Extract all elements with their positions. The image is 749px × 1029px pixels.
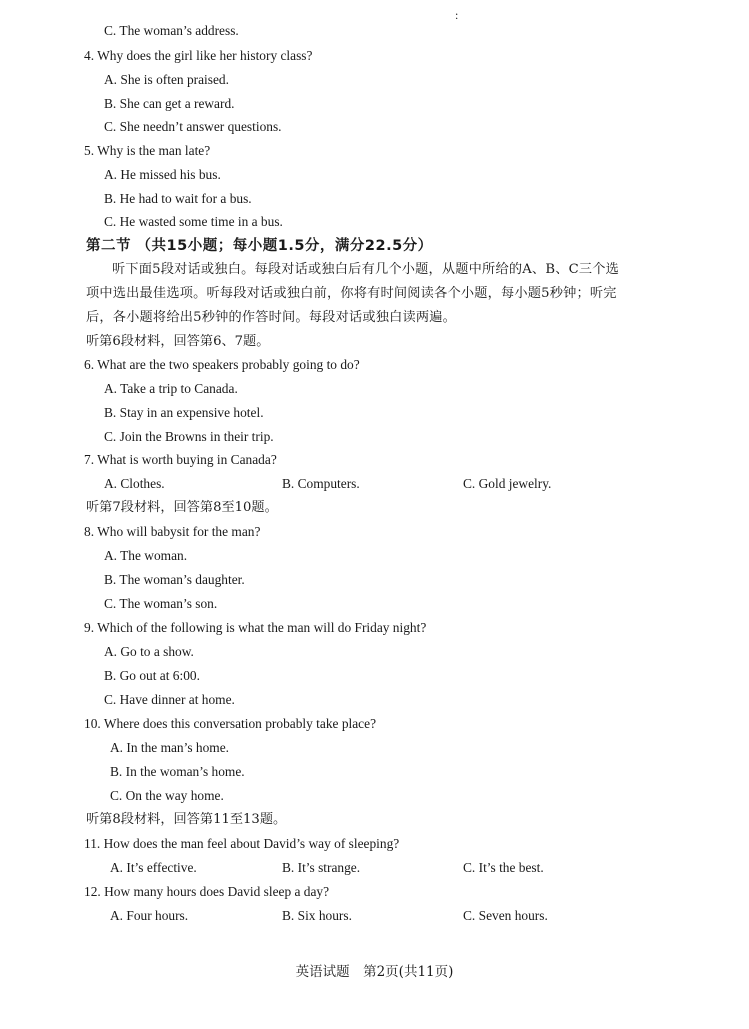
- q11-option-b: B. It’s strange.: [282, 860, 361, 875]
- q5-option-c: C. He wasted some time in a bus.: [104, 214, 283, 229]
- q8-option-a: A. The woman.: [104, 548, 188, 563]
- q5-option-b: B. He had to wait for a bus.: [104, 191, 252, 206]
- q11-option-c: C. It’s the best.: [463, 860, 544, 875]
- q8-option-c: C. The woman’s son.: [104, 596, 218, 611]
- section-2-title: 第二节 （共15小题；每小题1.5分，满分22.5分）: [86, 238, 433, 254]
- question-6: 6. What are the two speakers probably going to do?: [84, 357, 360, 372]
- q7-option-a: A. Clothes.: [104, 476, 165, 491]
- page-footer: 英语试题 第2页(共11页): [295, 964, 454, 980]
- q9-option-b: B. Go out at 6:00.: [104, 668, 200, 683]
- q6-option-a: A. Take a trip to Canada.: [104, 381, 238, 396]
- q8-option-b: B. The woman’s daughter.: [104, 572, 245, 587]
- q5-option-a: A. He missed his bus.: [104, 167, 221, 182]
- q4-option-a: A. She is often praised.: [104, 72, 229, 87]
- q12-option-a: A. Four hours.: [110, 908, 189, 923]
- q3-option-c: C. The woman’s address.: [104, 23, 239, 38]
- q7-option-b: B. Computers.: [282, 476, 360, 491]
- section-2-instruction-1: 听下面5段对话或独白。每段对话或独白后有几个小题，从题中所给的A、B、C三个选: [112, 262, 620, 277]
- q11-option-a: A. It’s effective.: [110, 860, 197, 875]
- q7-option-c: C. Gold jewelry.: [463, 476, 552, 491]
- q9-option-c: C. Have dinner at home.: [104, 692, 235, 707]
- q10-option-b: B. In the woman’s home.: [110, 764, 245, 779]
- q12-option-c: C. Seven hours.: [463, 908, 548, 923]
- question-11: 11. How does the man feel about David’s way of sleeping?: [84, 836, 400, 851]
- q4-option-c: C. She needn’t answer questions.: [104, 119, 282, 134]
- listen-passage-7: 听第7段材料，回答第8至10题。: [86, 500, 278, 515]
- q10-option-c: C. On the way home.: [110, 788, 224, 803]
- question-7: 7. What is worth buying in Canada?: [84, 452, 277, 467]
- section-2-instruction-3: 后，各小题将给出5秒钟的作答时间。每段对话或独白读两遍。: [86, 310, 457, 325]
- listen-passage-8: 听第8段材料，回答第11至13题。: [86, 812, 287, 827]
- question-9: 9. Which of the following is what the man will do Friday night?: [84, 620, 427, 635]
- section-2-instruction-2: 项中选出最佳选项。听每段对话或独白前，你将有时间阅读各个小题，每小题5秒钟；听完: [86, 286, 617, 301]
- question-4: 4. Why does the girl like her history class?: [84, 48, 313, 63]
- q10-option-a: A. In the man’s home.: [110, 740, 230, 755]
- q4-option-b: B. She can get a reward.: [104, 96, 235, 111]
- question-5: 5. Why is the man late?: [84, 143, 211, 158]
- question-12: 12. How many hours does David sleep a day?: [84, 884, 330, 899]
- listen-passage-6: 听第6段材料，回答第6、7题。: [86, 334, 270, 349]
- question-10: 10. Where does this conversation probably take place?: [84, 716, 377, 731]
- q6-option-b: B. Stay in an expensive hotel.: [104, 405, 264, 420]
- q9-option-a: A. Go to a show.: [104, 644, 194, 659]
- question-8: 8. Who will babysit for the man?: [84, 524, 261, 539]
- top-mark: :: [455, 8, 459, 22]
- q12-option-b: B. Six hours.: [282, 908, 352, 923]
- q6-option-c: C. Join the Browns in their trip.: [104, 429, 274, 444]
